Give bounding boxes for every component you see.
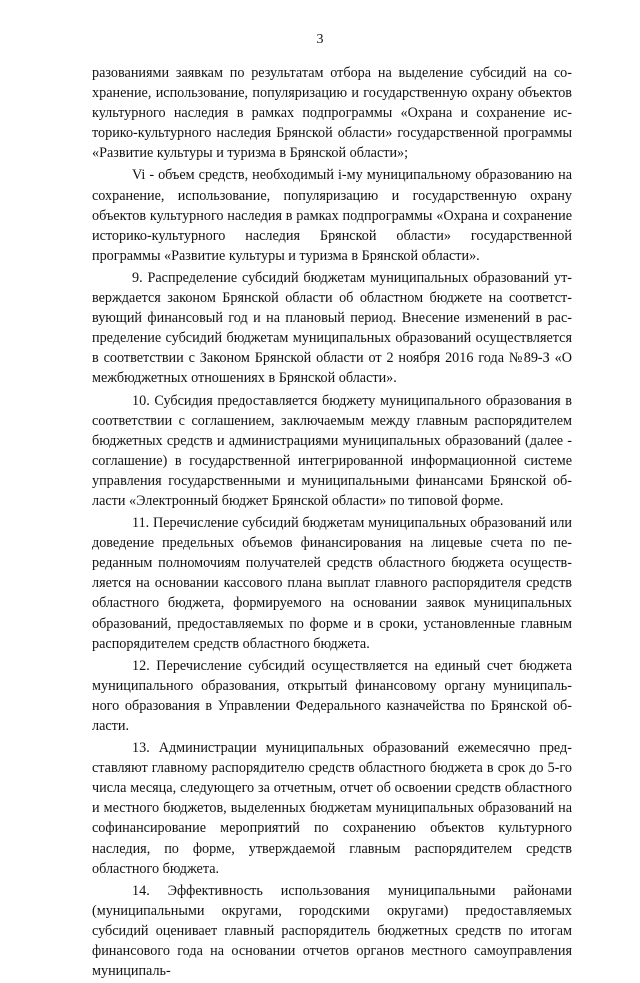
paragraph-continuation: разованиями заявкам по результатам отбора на выделение субсидий на сохранение, использование, популяризацию и государственную охрану объектов культурного наследия в рамках подпрограммы «Охрана и сохранение историко-культурного наследия Брянской области» государственной программы «Развитие культуры и туризма в Брянской области»; <box>92 65 572 162</box>
paragraph-11: 11. Перечисление субсидий бюджетам муниципальных образований или доведение предельных объемов финансирования на лицевые счета по переданным полномочиям получателей средств областного бюджета осуществляется на основании кассового плана выплат главного распорядителя средств областного бюджета, формируемого на основании заявок муниципальных образований, предоставляемых по форме и в сроки, установленные главным распорядителем средств областного бюджета. <box>92 515 572 652</box>
document-body <box>92 63 572 983</box>
page-number: 3 <box>316 32 324 47</box>
paragraph-9: 9. Распределение субсидий бюджетам муниципальных образований утверждается законом Брянской области об областном бюджете на соответствующий финансовый год и на плановый период. Внесение изменений в распределение субсидий бюджетам муниципальных образований осуществляется в соответствии с Законом Брянской области от 2 ноября 2016 года №89-З «О межбюджетных отношениях в Брянской области». <box>92 269 572 387</box>
paragraph-12: 12. Перечисление субсидий осуществляется на единый счет бюджета муниципального образования, открытый финансовому органу муниципального образования в Управлении Федерального казначейства по Брянской области. <box>92 657 572 734</box>
paragraph-14: 14. Эффективность использования муниципальными районами (муниципальными округами, городскими округами) предоставляемых субсидий оценивает главный распорядитель бюджетных средств по итогам финансового года на основании отчетов органов местного самоуправления муниципаль- <box>92 882 572 980</box>
paragraph-13: 13. Администрации муниципальных образований ежемесячно представляют главному распорядителю средств областного бюджета в срок до 5-го числа месяца, следующего за отчетным, отчет об освоении средств областного и местного бюджетов, выделенных бюджетам муниципальных образований на софинансирование мероприятий по сохранению объектов культурного наследия, по форме, утверждаемой главным распорядителем средств областного бюджета. <box>92 740 572 877</box>
paragraph-vi-definition: Vi - объем средств, необходимый i-му муниципальному образованию на сохранение, использование, популяризацию и государственную охрану объектов культурного наследия в рамках подпрограммы «Охрана и сохранение историко-культурного наследия Брянской области» государственной программы «Развитие культуры и туризма в Брянской области». <box>92 167 572 264</box>
paragraph-10: 10. Субсидия предоставляется бюджету муниципального образования в соответствии с соглашением, заключаемым между главным распорядителем бюджетных средств и администрациями муниципальных образований (далее - соглашение) в государственной интегрированной информационной системе управления государственными и муниципальными финансами Брянской области «Электронный бюджет Брянской области» по типовой форме. <box>92 392 572 509</box>
